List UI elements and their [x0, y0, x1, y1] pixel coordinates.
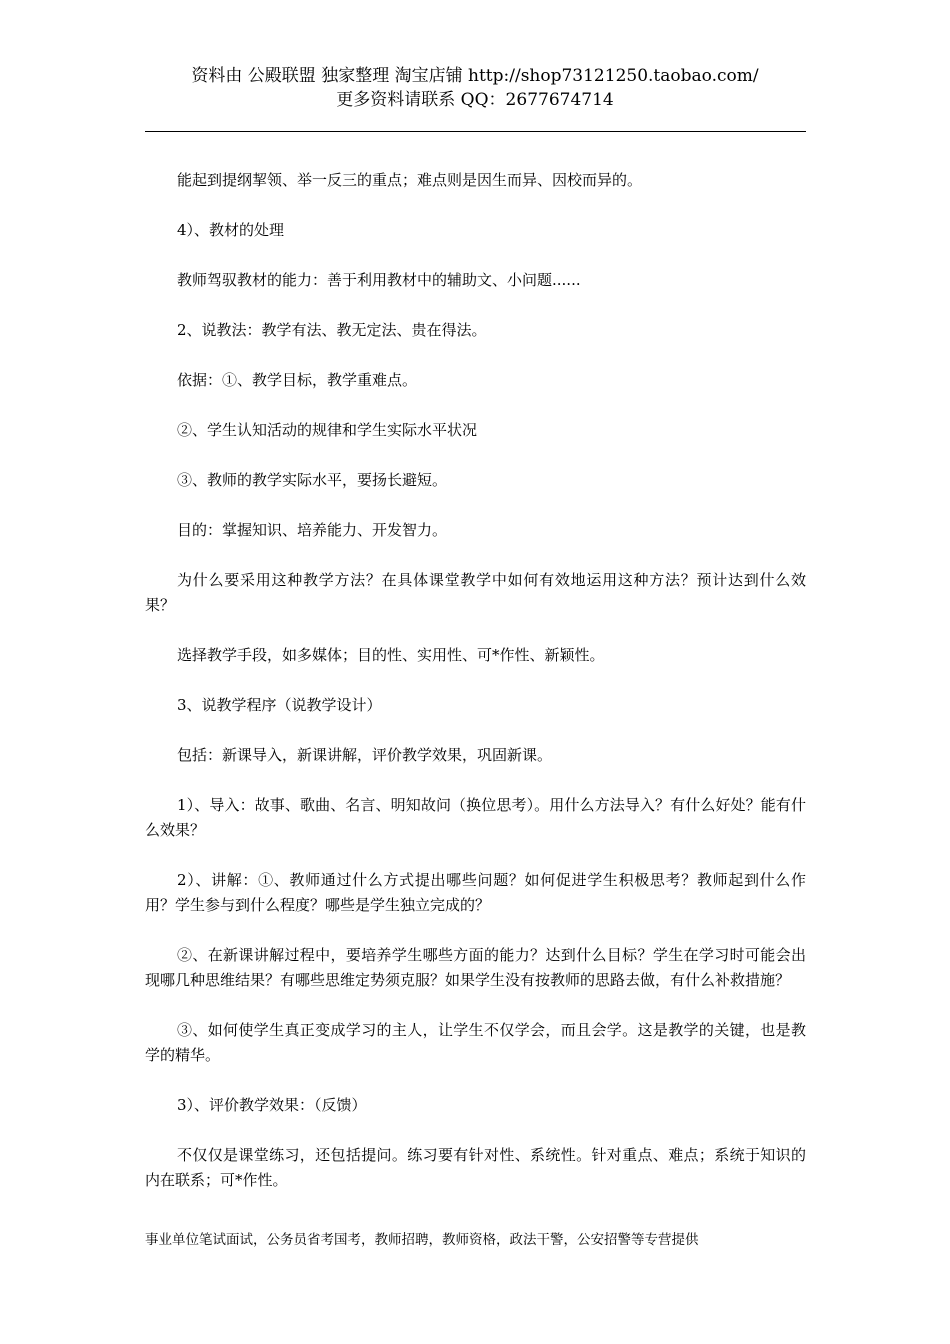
paragraph: 不仅仅是课堂练习，还包括提问。练习要有针对性、系统性。针对重点、难点；系统于知识的内在联系；可*作性。 — [145, 1146, 806, 1189]
section-heading: 3、说教学程序（说教学设计） — [177, 696, 382, 714]
paragraph: ②、在新课讲解过程中，要培养学生哪些方面的能力？达到什么目标？学生在学习时可能会出现哪几种思维结果？有哪些思维定势须克服？如果学生没有按教师的思路去做，有什么补救措施？ — [145, 946, 806, 989]
paragraph: ②、学生认知活动的规律和学生实际水平状况 — [177, 421, 478, 439]
paragraph: 能起到提纲挈领、举一反三的重点；难点则是因生而异、因校而异的。 — [177, 171, 643, 189]
section-heading: 2、说教法：教学有法、教无定法、贵在得法。 — [177, 321, 487, 339]
header-divider — [145, 131, 806, 132]
paragraph: 为什么要采用这种教学方法？在具体课堂教学中如何有效地运用这种方法？预计达到什么效果？ — [145, 571, 806, 614]
header-line-1: 资料由 公殿联盟 独家整理 淘宝店铺 http://shop73121250.taobao.com/ — [191, 66, 759, 86]
header-line-2: 更多资料请联系 QQ：2677674714 — [336, 90, 614, 110]
section-heading: 4）、教材的处理 — [177, 221, 285, 239]
paragraph: 教师驾驭教材的能力：善于利用教材中的辅助文、小问题...... — [177, 271, 581, 289]
paragraph: ③、教师的教学实际水平，要扬长避短。 — [177, 471, 448, 489]
paragraph: 依据：①、教学目标，教学重难点。 — [177, 371, 418, 389]
section-heading: 3）、评价教学效果：（反馈） — [177, 1096, 367, 1114]
page-header — [0, 64, 950, 112]
paragraph: 包括：新课导入，新课讲解，评价教学效果，巩固新课。 — [177, 746, 553, 764]
document-body — [145, 168, 806, 1218]
paragraph: 2）、讲解：①、教师通过什么方式提出哪些问题？如何促进学生积极思考？教师起到什么作用？学生参与到什么程度？哪些是学生独立完成的？ — [145, 871, 806, 914]
page-footer: 事业单位笔试面试，公务员省考国考，教师招聘，教师资格，政法干警，公安招警等专营提供 — [145, 1232, 699, 1248]
paragraph: 选择教学手段，如多媒体；目的性、实用性、可*作性、新颖性。 — [177, 646, 605, 664]
paragraph: 目的：掌握知识、培养能力、开发智力。 — [177, 521, 448, 539]
paragraph: ③、如何使学生真正变成学习的主人，让学生不仅学会，而且会学。这是教学的关键，也是教学的精华。 — [145, 1021, 806, 1064]
paragraph: 1）、导入：故事、歌曲、名言、明知故问（换位思考）。用什么方法导入？有什么好处？能有什么效果？ — [145, 796, 806, 839]
